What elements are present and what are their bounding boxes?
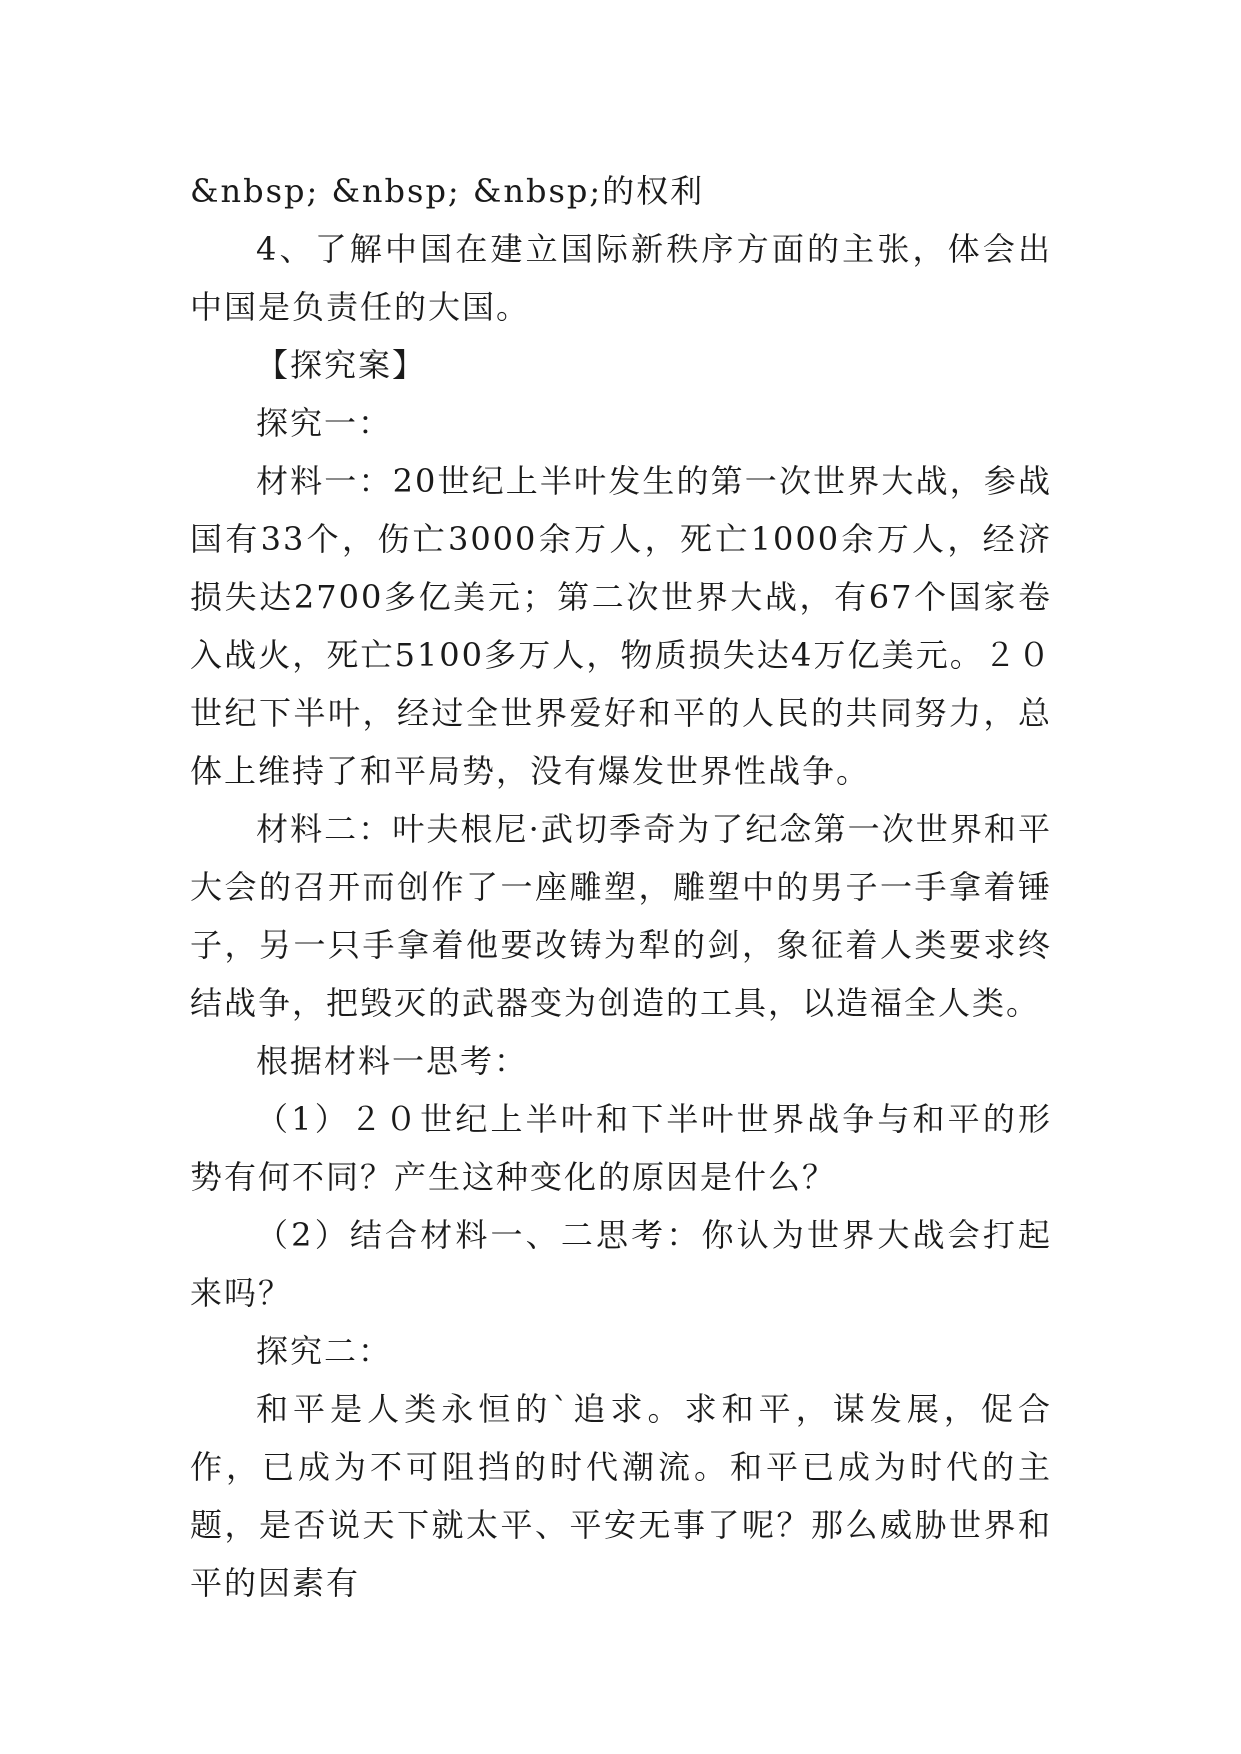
paragraph-objective-4: 4、了解中国在建立国际新秩序方面的主张，体会出中国是负责任的大国。 — [190, 230, 1052, 326]
paragraph-material-one: 材料一：20世纪上半叶发生的第一次世界大战，参战国有33个，伤亡3000余万人，死亡1000余万人，经济损失达2700多亿美元；第二次世界大战，有67个国家卷入战火，死亡5100多万人，物质损失达4万亿美元。２０世纪下半叶，经过全世界爱好和平的人民的共同努力，总体上维持了和平局势，没有爆发世界性战争。 — [190, 462, 1052, 790]
paragraph-rights-fragment: &nbsp; &nbsp; &nbsp;的权利 — [190, 172, 705, 210]
paragraph-material-two: 材料二：叶夫根尼·武切季奇为了纪念第一次世界和平大会的召开而创作了一座雕塑，雕塑中的男子一手拿着锤子，另一只手拿着他要改铸为犁的剑，象征着人类要求终结战争，把毁灭的武器变为创造的工具，以造福全人类。 — [190, 810, 1052, 1022]
question-2: （2）结合材料一、二思考：你认为世界大战会打起来吗？ — [190, 1216, 1052, 1312]
paragraph-peace-theme: 和平是人类永恒的`追求。求和平，谋发展，促合作，已成为不可阻挡的时代潮流。和平已成为时代的主题，是否说天下就太平、平安无事了呢？那么威胁世界和平的因素有 — [190, 1390, 1052, 1602]
section-heading-inquiry: 【探究案】 — [256, 346, 427, 384]
document-body — [190, 162, 1052, 1612]
subheading-inquiry-two: 探究二： — [256, 1332, 393, 1370]
question-1: （1）２０世纪上半叶和下半叶世界战争与和平的形势有何不同？产生这种变化的原因是什么？ — [190, 1100, 1052, 1196]
prompt-think-material-one: 根据材料一思考： — [256, 1042, 529, 1080]
subheading-inquiry-one: 探究一： — [256, 404, 393, 442]
